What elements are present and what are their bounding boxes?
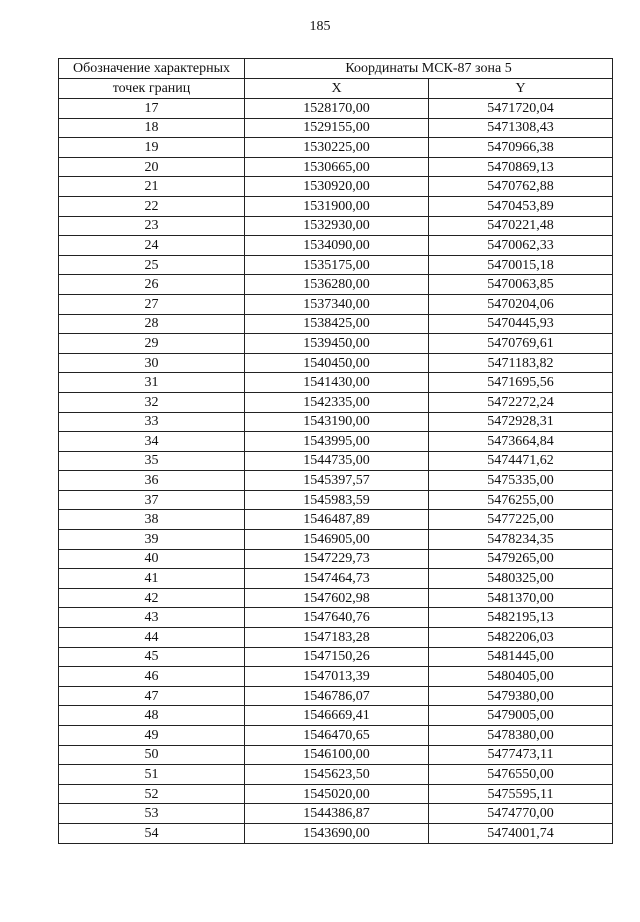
- y-coordinate-cell: 5480325,00: [429, 569, 613, 589]
- x-coordinate-cell: 1539450,00: [245, 334, 429, 354]
- x-coordinate-cell: 1544735,00: [245, 451, 429, 471]
- point-cell: 24: [59, 236, 245, 256]
- y-coordinate-cell: 5474471,62: [429, 451, 613, 471]
- table-row: [59, 726, 613, 746]
- table-row: [59, 490, 613, 510]
- x-coordinate-cell: 1536280,00: [245, 275, 429, 295]
- x-coordinate-cell: 1545983,59: [245, 490, 429, 510]
- point-cell: 29: [59, 334, 245, 354]
- y-coordinate-cell: 5476255,00: [429, 490, 613, 510]
- page-number: 185: [309, 19, 331, 34]
- coords-header-title: Координаты МСК-87 зона 5: [245, 59, 613, 79]
- x-coordinate-cell: 1547150,26: [245, 647, 429, 667]
- point-cell: 26: [59, 275, 245, 295]
- x-coordinate-cell: 1528170,00: [245, 99, 429, 119]
- point-cell: 25: [59, 255, 245, 275]
- point-cell: 48: [59, 706, 245, 726]
- table-row: [59, 294, 613, 314]
- points-header-line1: Обозначение характерных: [59, 59, 245, 79]
- table-subheader-row: [59, 79, 613, 99]
- point-cell: 42: [59, 588, 245, 608]
- y-coordinate-cell: 5477473,11: [429, 745, 613, 765]
- point-cell: 40: [59, 549, 245, 569]
- x-coordinate-cell: 1546470,65: [245, 726, 429, 746]
- table-row: [59, 628, 613, 648]
- x-coordinate-cell: 1546786,07: [245, 686, 429, 706]
- x-coordinate-cell: 1530920,00: [245, 177, 429, 197]
- y-coordinate-cell: 5470966,38: [429, 138, 613, 158]
- y-coordinate-cell: 5475595,11: [429, 784, 613, 804]
- x-coordinate-cell: 1547640,76: [245, 608, 429, 628]
- y-coordinate-cell: 5474770,00: [429, 804, 613, 824]
- table-row: [59, 177, 613, 197]
- point-cell: 18: [59, 118, 245, 138]
- point-cell: 22: [59, 196, 245, 216]
- x-coordinate-cell: 1546100,00: [245, 745, 429, 765]
- x-coordinate-cell: 1540450,00: [245, 353, 429, 373]
- y-coordinate-cell: 5470769,61: [429, 334, 613, 354]
- x-coordinate-cell: 1545623,50: [245, 765, 429, 785]
- table-row: [59, 118, 613, 138]
- table-row: [59, 236, 613, 256]
- point-cell: 45: [59, 647, 245, 667]
- point-cell: 51: [59, 765, 245, 785]
- table-row: [59, 549, 613, 569]
- table-row: [59, 804, 613, 824]
- x-coordinate-cell: 1546669,41: [245, 706, 429, 726]
- y-coordinate-cell: 5482195,13: [429, 608, 613, 628]
- table-row: [59, 99, 613, 119]
- point-cell: 36: [59, 471, 245, 491]
- table-row: [59, 471, 613, 491]
- table-row: [59, 706, 613, 726]
- table-row: [59, 373, 613, 393]
- point-cell: 35: [59, 451, 245, 471]
- table-row: [59, 196, 613, 216]
- point-cell: 47: [59, 686, 245, 706]
- y-coordinate-cell: 5478234,35: [429, 530, 613, 550]
- table-row: [59, 823, 613, 843]
- point-cell: 23: [59, 216, 245, 236]
- x-coordinate-cell: 1547013,39: [245, 667, 429, 687]
- y-coordinate-cell: 5481445,00: [429, 647, 613, 667]
- table-row: [59, 647, 613, 667]
- y-coordinate-cell: 5470062,33: [429, 236, 613, 256]
- table-row: [59, 216, 613, 236]
- point-cell: 50: [59, 745, 245, 765]
- x-coordinate-cell: 1546487,89: [245, 510, 429, 530]
- y-coordinate-cell: 5472272,24: [429, 392, 613, 412]
- point-cell: 43: [59, 608, 245, 628]
- y-coordinate-cell: 5479380,00: [429, 686, 613, 706]
- x-coordinate-cell: 1547602,98: [245, 588, 429, 608]
- y-coordinate-cell: 5475335,00: [429, 471, 613, 491]
- y-coordinate-cell: 5471308,43: [429, 118, 613, 138]
- x-coordinate-cell: 1537340,00: [245, 294, 429, 314]
- y-coordinate-cell: 5476550,00: [429, 765, 613, 785]
- x-coordinate-cell: 1545397,57: [245, 471, 429, 491]
- table-row: [59, 392, 613, 412]
- y-coordinate-cell: 5471720,04: [429, 99, 613, 119]
- point-cell: 32: [59, 392, 245, 412]
- x-coordinate-cell: 1530225,00: [245, 138, 429, 158]
- x-coordinate-cell: 1543690,00: [245, 823, 429, 843]
- point-cell: 31: [59, 373, 245, 393]
- table-row: [59, 784, 613, 804]
- table-row: [59, 451, 613, 471]
- point-cell: 53: [59, 804, 245, 824]
- table-row: [59, 314, 613, 334]
- point-cell: 33: [59, 412, 245, 432]
- x-coordinate-cell: 1547229,73: [245, 549, 429, 569]
- x-coordinate-cell: 1531900,00: [245, 196, 429, 216]
- x-coordinate-cell: 1529155,00: [245, 118, 429, 138]
- y-coordinate-cell: 5470015,18: [429, 255, 613, 275]
- table-row: [59, 275, 613, 295]
- table-row: [59, 157, 613, 177]
- point-cell: 17: [59, 99, 245, 119]
- y-coordinate-cell: 5473664,84: [429, 432, 613, 452]
- y-coordinate-cell: 5474001,74: [429, 823, 613, 843]
- point-cell: 52: [59, 784, 245, 804]
- table-row: [59, 608, 613, 628]
- point-cell: 49: [59, 726, 245, 746]
- table-row: [59, 745, 613, 765]
- point-cell: 41: [59, 569, 245, 589]
- point-cell: 28: [59, 314, 245, 334]
- y-column-header: Y: [429, 79, 613, 99]
- x-coordinate-cell: 1543995,00: [245, 432, 429, 452]
- x-coordinate-cell: 1534090,00: [245, 236, 429, 256]
- coordinates-table: [58, 58, 613, 844]
- y-coordinate-cell: 5480405,00: [429, 667, 613, 687]
- y-coordinate-cell: 5482206,03: [429, 628, 613, 648]
- y-coordinate-cell: 5470204,06: [429, 294, 613, 314]
- table-row: [59, 510, 613, 530]
- point-cell: 19: [59, 138, 245, 158]
- x-coordinate-cell: 1535175,00: [245, 255, 429, 275]
- point-cell: 27: [59, 294, 245, 314]
- point-cell: 44: [59, 628, 245, 648]
- y-coordinate-cell: 5470453,89: [429, 196, 613, 216]
- y-coordinate-cell: 5470869,13: [429, 157, 613, 177]
- x-coordinate-cell: 1538425,00: [245, 314, 429, 334]
- point-cell: 39: [59, 530, 245, 550]
- x-coordinate-cell: 1544386,87: [245, 804, 429, 824]
- y-coordinate-cell: 5479005,00: [429, 706, 613, 726]
- table-header-row: [59, 59, 613, 79]
- x-coordinate-cell: 1547464,73: [245, 569, 429, 589]
- coordinates-table-body: [59, 59, 613, 844]
- table-row: [59, 667, 613, 687]
- point-cell: 21: [59, 177, 245, 197]
- table-row: [59, 138, 613, 158]
- table-row: [59, 334, 613, 354]
- y-coordinate-cell: 5472928,31: [429, 412, 613, 432]
- x-coordinate-cell: 1547183,28: [245, 628, 429, 648]
- table-row: [59, 530, 613, 550]
- x-coordinate-cell: 1545020,00: [245, 784, 429, 804]
- y-coordinate-cell: 5470762,88: [429, 177, 613, 197]
- y-coordinate-cell: 5471183,82: [429, 353, 613, 373]
- point-cell: 46: [59, 667, 245, 687]
- point-cell: 54: [59, 823, 245, 843]
- table-row: [59, 588, 613, 608]
- point-cell: 34: [59, 432, 245, 452]
- x-coordinate-cell: 1546905,00: [245, 530, 429, 550]
- y-coordinate-cell: 5481370,00: [429, 588, 613, 608]
- x-coordinate-cell: 1532930,00: [245, 216, 429, 236]
- x-coordinate-cell: 1541430,00: [245, 373, 429, 393]
- x-coordinate-cell: 1542335,00: [245, 392, 429, 412]
- table-row: [59, 353, 613, 373]
- table-row: [59, 686, 613, 706]
- table-row: [59, 432, 613, 452]
- point-cell: 37: [59, 490, 245, 510]
- y-coordinate-cell: 5478380,00: [429, 726, 613, 746]
- point-cell: 20: [59, 157, 245, 177]
- table-row: [59, 569, 613, 589]
- points-header-line2: точек границ: [59, 79, 245, 99]
- point-cell: 30: [59, 353, 245, 373]
- table-row: [59, 255, 613, 275]
- x-coordinate-cell: 1530665,00: [245, 157, 429, 177]
- y-coordinate-cell: 5479265,00: [429, 549, 613, 569]
- x-coordinate-cell: 1543190,00: [245, 412, 429, 432]
- y-coordinate-cell: 5470445,93: [429, 314, 613, 334]
- y-coordinate-cell: 5470063,85: [429, 275, 613, 295]
- y-coordinate-cell: 5477225,00: [429, 510, 613, 530]
- point-cell: 38: [59, 510, 245, 530]
- y-coordinate-cell: 5470221,48: [429, 216, 613, 236]
- table-row: [59, 412, 613, 432]
- x-column-header: X: [245, 79, 429, 99]
- table-row: [59, 765, 613, 785]
- y-coordinate-cell: 5471695,56: [429, 373, 613, 393]
